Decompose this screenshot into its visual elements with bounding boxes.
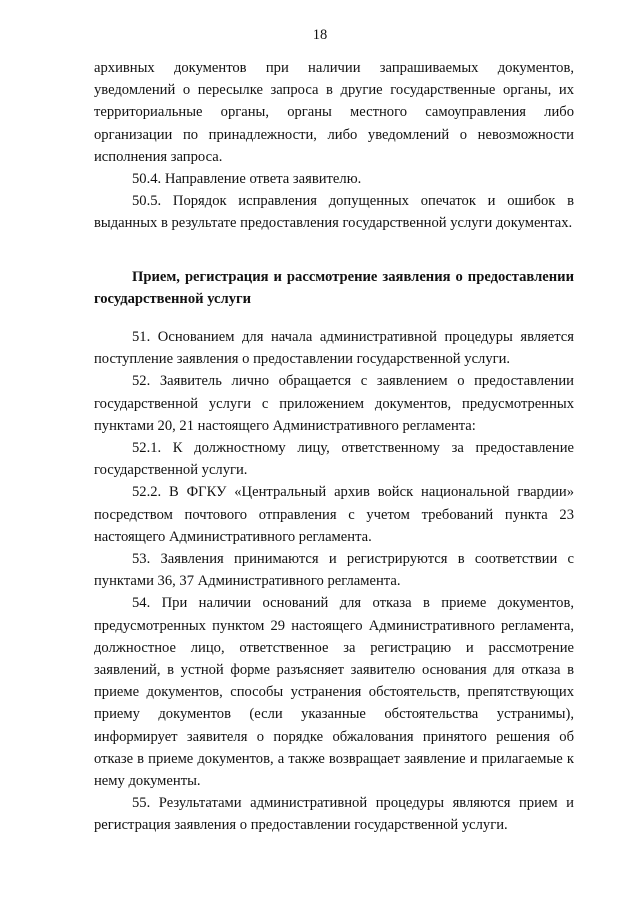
paragraph-54: 54. При наличии оснований для отказа в приеме документов, предусмотренных пунктом 29 настоящего Административного регламента, должностное лицо, ответственное за регистрацию и рассмотрение заявлений, в устной форме разъясняет заявителю основания для отказа в приеме документов, способы устранения обстоятельств, препятствующих приему документов (если указанные обстоятельства устранимы), информирует заявителя о порядке обжалования принятого решения об отказе в приеме документов, а также возвращает заявление и прилагаемые к нему документы. [94,595,574,790]
continuation-paragraph: архивных документов при наличии запрашиваемых документов, уведомлений о пересылке запроса в другие государственные органы, их территориальные органы, органы местного самоуправления либо организации по принадлежности, либо уведомлений о невозможности исполнения запроса. [94,60,574,165]
paragraph-52: 52. Заявитель лично обращается с заявлением о предоставлении государственной услуги с приложением документов, предусмотренных пунктами 20, 21 настоящего Административного регламента: [94,373,574,434]
paragraph-52-2: 52.2. В ФГКУ «Центральный архив войск национальной гвардии» посредством почтового отправления с учетом требований пункта 23 настоящего Административного регламента. [94,484,574,545]
page-number: 18 [312,27,328,43]
paragraph-55: 55. Результатами административной процедуры являются прием и регистрация заявления о предоставлении государственной услуги. [94,795,574,834]
paragraph-53: 53. Заявления принимаются и регистрируются в соответствии с пунктами 36, 37 Административного регламента. [94,551,574,590]
main-text-block [94,326,574,837]
paragraph-50-5: 50.5. Порядок исправления допущенных опечаток и ошибок в выданных в результате предоставления государственной услуги документах. [94,193,574,232]
paragraph-52-1: 52.1. К должностному лицу, ответственному за предоставление государственной услуги. [94,440,574,479]
paragraph-50-4: 50.4. Направление ответа заявителю. [132,171,362,188]
paragraph-51: 51. Основанием для начала административной процедуры является поступление заявления о предоставлении государственной услуги. [94,329,574,368]
section-heading: Прием, регистрация и рассмотрение заявления о предоставлении государственной услуги [94,269,574,308]
section-heading-block [94,266,574,310]
top-text-block [94,57,574,235]
